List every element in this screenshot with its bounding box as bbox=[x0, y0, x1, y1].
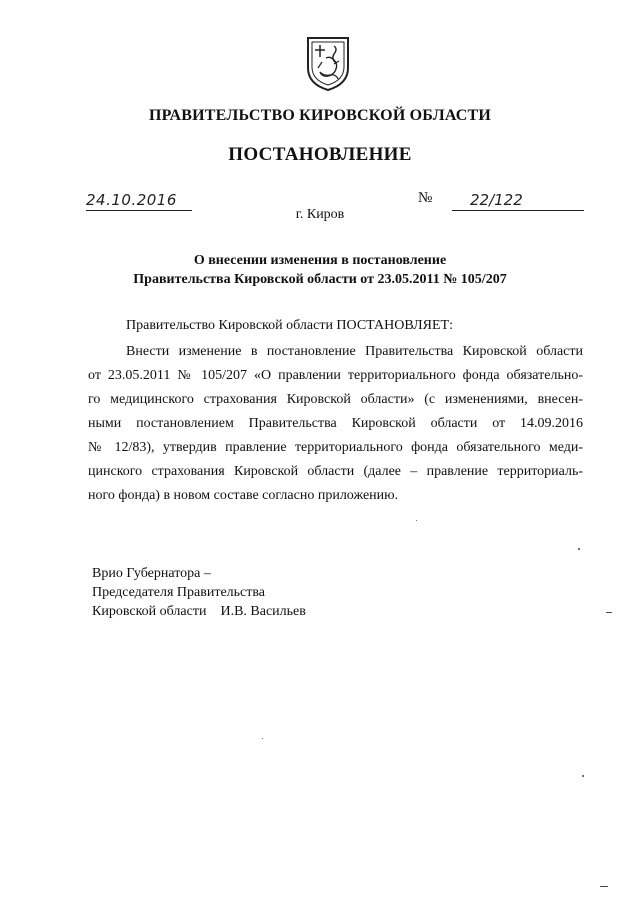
number-sign: № bbox=[418, 190, 433, 206]
subject-line: О внесении изменения в постановление bbox=[193, 253, 447, 268]
signature-title-row bbox=[92, 602, 306, 621]
signature-block bbox=[92, 564, 306, 621]
government-title: ПРАВИТЕЛЬСТВО КИРОВСКОЙ ОБЛАСТИ bbox=[148, 107, 492, 124]
scan-speck bbox=[582, 775, 584, 777]
decree-intro: Правительство Кировской области ПОСТАНОВЛЯЕТ: bbox=[126, 318, 453, 333]
signatory-name: И.В. Васильев bbox=[220, 604, 306, 619]
body-line: го медицинского страхования Кировской области» (с изменениями, внесен- bbox=[88, 392, 583, 407]
signature-title: Кировской области bbox=[92, 604, 207, 619]
scan-speck bbox=[416, 520, 417, 521]
scan-speck bbox=[578, 548, 580, 550]
coat-of-arms-icon bbox=[304, 34, 352, 92]
body-line: от 23.05.2011 № 105/207 «О правлении территориального фонда обязательно- bbox=[88, 368, 583, 383]
scan-speck bbox=[262, 738, 263, 739]
scan-speck bbox=[600, 886, 608, 887]
subject-line: Правительства Кировской области от 23.05.2011 № 105/207 bbox=[133, 272, 507, 287]
date-value: 24.10.2016 bbox=[86, 191, 177, 209]
body-line: ного фонда) в новом составе согласно приложению. bbox=[88, 488, 399, 503]
document-type: ПОСТАНОВЛЕНИЕ bbox=[228, 144, 412, 165]
signature-title: Председателя Правительства bbox=[92, 585, 266, 600]
number-value: 22/122 bbox=[470, 191, 523, 209]
signature-title: Врио Губернатора – bbox=[92, 566, 211, 581]
body-line: ными постановлением Правительства Кировской области от 14.09.2016 bbox=[88, 416, 583, 431]
body-line: цинского страхования Кировской области (далее – правление территориаль- bbox=[88, 464, 583, 479]
body-line: № 12/83), утвердив правление территориального фонда обязательного меди- bbox=[88, 440, 583, 455]
body-line: Внести изменение в постановление Правительства Кировской области bbox=[126, 344, 583, 359]
city-label: г. Киров bbox=[295, 207, 345, 222]
decree-body bbox=[88, 340, 583, 508]
subject-heading bbox=[0, 251, 640, 289]
scan-speck bbox=[606, 612, 612, 613]
